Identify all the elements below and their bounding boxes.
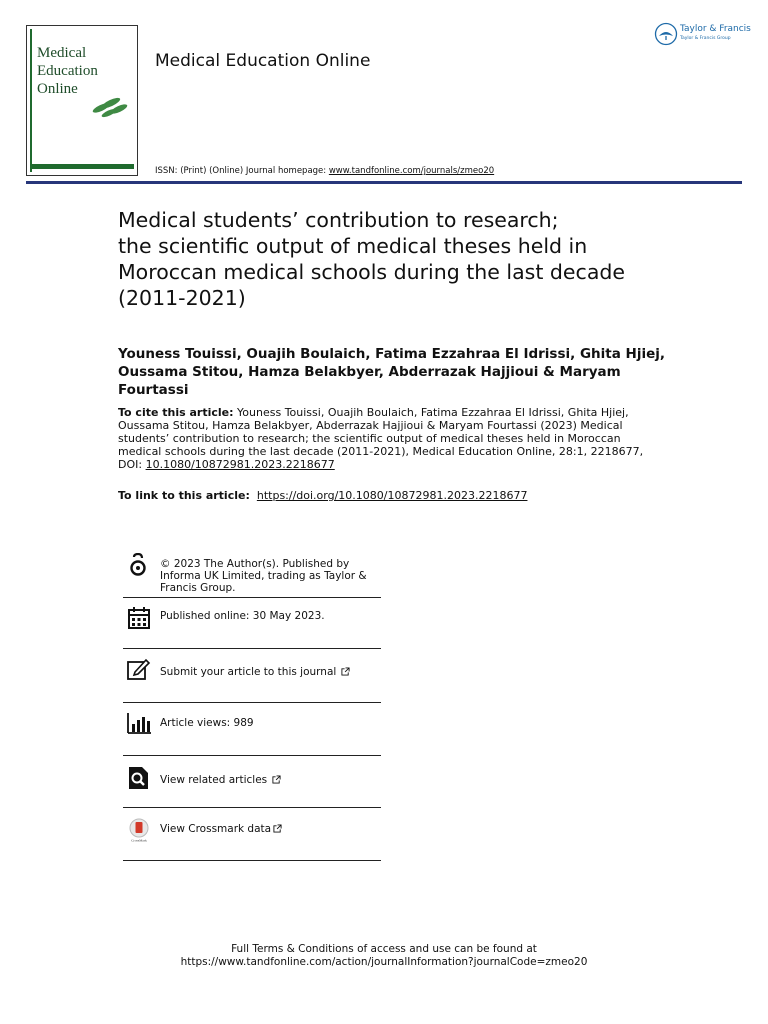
footer-terms (0, 943, 768, 969)
calendar-icon (127, 606, 151, 630)
submit-row[interactable] (123, 649, 381, 703)
publisher-subname: Taylor & Francis Group (680, 36, 731, 41)
footer-line: Full Terms & Conditions of access and use can be found at (231, 943, 537, 955)
related-row[interactable] (123, 756, 381, 808)
cite-doi-link[interactable]: 10.1080/10872981.2023.2218677 (145, 458, 335, 471)
link-label: To link to this article: (118, 489, 250, 502)
bar-chart-icon (127, 711, 151, 735)
submit-label: Submit your article to this journal (160, 666, 337, 678)
footer-terms-link[interactable]: https://www.tandfonline.com/action/journalInformation?journalCode=zmeo20 (180, 956, 588, 968)
open-access-row (123, 552, 381, 598)
cover-leaves-graphic (89, 90, 131, 120)
related-articles-link[interactable] (160, 774, 281, 786)
crossmark-row[interactable] (123, 808, 381, 861)
title-line: Medical students’ contribution to research; (118, 208, 559, 232)
article-link-line (118, 489, 527, 502)
journal-cover (26, 25, 138, 176)
cite-text: Youness Touissi, Ouajih Boulaich, Fatima Ezzahraa El Idrissi, Ghita Hjiej, Oussama Stitou, Hamza Belakbyer, Abderrazak Hajjioui & Maryam Fourtassi (2023) Medical students’ contribution to research; the scientific output of medical theses held in Moroccan medical schools during the last decade (2011-2021), Medical Education Online, 28:1, 2218677, DOI: (118, 406, 644, 471)
published-row (123, 598, 381, 649)
external-link-icon (273, 824, 282, 833)
crossmark-icon-label: CrossMark (131, 838, 147, 842)
crossmark-link[interactable] (160, 823, 282, 835)
views-row[interactable] (123, 703, 381, 756)
author-list (118, 345, 678, 399)
journal-homepage-link[interactable]: www.tandfonline.com/journals/zmeo20 (328, 166, 495, 176)
cite-label: To cite this article: (118, 406, 234, 419)
authors-line: Youness Touissi, Ouajih Boulaich, Fatima Ezzahraa El Idrissi, Ghita Hjiej, (118, 346, 665, 362)
publisher-name[interactable]: Taylor & Francis (680, 24, 751, 34)
crossmark-icon (127, 818, 151, 842)
external-link-icon (272, 775, 281, 784)
related-label: View related articles (160, 774, 268, 786)
journal-name: Medical Education Online (155, 51, 371, 71)
related-articles-icon (127, 766, 151, 790)
title-line: (2011-2021) (118, 286, 246, 310)
title-line: Moroccan medical schools during the last decade (118, 260, 626, 284)
edit-icon (127, 657, 151, 681)
title-line: the scientific output of medical theses held in (118, 234, 588, 258)
crossmark-label: View Crossmark data (160, 823, 272, 835)
header-divider (26, 181, 742, 184)
article-views: Article views: 989 (160, 717, 254, 729)
open-access-icon (127, 553, 151, 577)
article-title (118, 207, 678, 311)
citation-block (118, 406, 658, 471)
taylor-francis-logo-icon (654, 22, 678, 46)
open-access-text: © 2023 The Author(s). Published by Informa UK Limited, trading as Taylor & Francis Group. (160, 558, 367, 594)
issn-text: ISSN: (Print) (Online) Journal homepage: (155, 166, 329, 176)
cover-bar (30, 164, 134, 169)
issn-line (155, 166, 494, 176)
published-date: Published online: 30 May 2023. (160, 610, 325, 622)
article-doi-link[interactable]: https://doi.org/10.1080/10872981.2023.2218677 (256, 489, 528, 502)
external-link-icon (341, 667, 350, 676)
authors-line: Oussama Stitou, Hamza Belakbyer, Abderrazak Hajjioui & Maryam Fourtassi (118, 364, 621, 398)
cover-title: Medical Education Online (37, 45, 98, 97)
submit-article-link[interactable] (160, 666, 350, 678)
